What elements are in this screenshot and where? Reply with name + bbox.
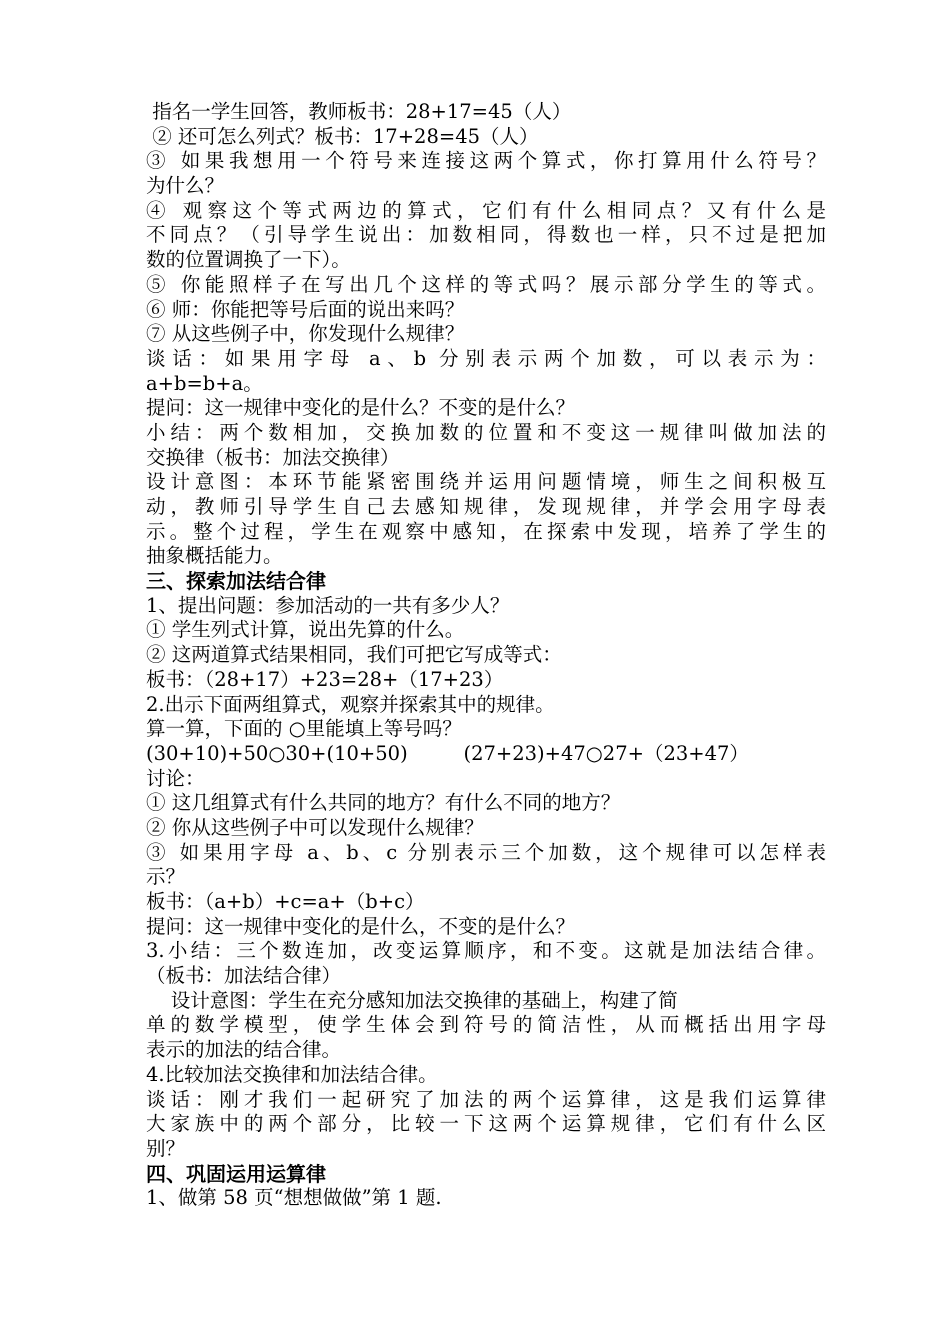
text-line: 讨论： <box>146 766 205 790</box>
text-line: 不同点？（引导学生说出：加数相同，得数也一样，只不过是把加 <box>146 223 826 247</box>
text-line: 4.比较加法交换律和加法结合律。 <box>146 1062 438 1086</box>
section-heading: 三、探索加法结合律 <box>146 569 326 594</box>
text-line: 动，教师引导学生自己去感知规律，发现规律，并学会用字母表 <box>146 495 826 518</box>
text-line: ③ 如果用字母 a、b、c 分别表示三个加数，这个规律可以怎样表 <box>146 840 826 864</box>
text-line: 板书：（28+17）+23=28+（17+23） <box>146 667 504 691</box>
text-line: 小结：两个数相加，交换加数的位置和不变这一规律叫做加法的 <box>146 420 826 444</box>
text-line: 别？ <box>146 1136 186 1160</box>
text-line: 2.出示下面两组算式，观察并探索其中的规律。 <box>146 692 555 716</box>
text-line: 为什么？ <box>146 174 225 198</box>
text-line: 指名一学生回答，教师板书：28+17=45（人） <box>146 100 572 123</box>
text-line: ③ 如果我想用一个符号来连接这两个算式，你打算用什么符号？ <box>146 149 826 173</box>
text-line: (30+10)+50○30+(10+50) (27+23)+47○27+（23+47） <box>146 741 749 765</box>
text-line: 板书：（a+b）+c=a+（b+c） <box>146 890 425 913</box>
text-line: ⑥ 师：你能把等号后面的说出来吗？ <box>146 297 465 321</box>
text-line: 大家族中的两个部分，比较一下这两个运算规律，它们有什么区 <box>146 1112 826 1136</box>
text-line: 示？ <box>146 865 186 889</box>
text-line: ① 这几组算式有什么共同的地方？有什么不同的地方？ <box>146 791 621 815</box>
text-line: ② 还可怎么列式？板书：17+28=45（人） <box>146 124 539 148</box>
text-line: 数的位置调换了一下）。 <box>146 248 351 272</box>
text-line: ⑤ 你能照样子在写出几个这样的等式吗？展示部分学生的等式。 <box>146 272 826 296</box>
text-line: 谈话：如果用字母 a、b 分别表示两个加数，可以表示为： <box>146 346 826 370</box>
document-page <box>146 100 826 1211</box>
text-line: 提问：这一规律中变化的是什么？不变的是什么？ <box>146 396 576 420</box>
text-line: ② 你从这些例子中可以发现什么规律？ <box>146 815 484 839</box>
text-line: 交换律（板书：加法交换律） <box>146 445 400 469</box>
text-line: 谈话：刚才我们一起研究了加法的两个运算律，这是我们运算律 <box>146 1087 826 1111</box>
text-line: 1、提出问题：参加活动的一共有多少人？ <box>146 593 510 617</box>
text-line: 1、做第 58 页“想想做做”第 1 题. <box>146 1186 442 1210</box>
text-line: ④ 观察这个等式两边的算式，它们有什么相同点？又有什么是 <box>146 198 826 222</box>
text-line: a+b=b+a。 <box>146 371 263 395</box>
text-line: ② 这两道算式结果相同，我们可把它写成等式： <box>146 643 562 667</box>
text-line: 单的数学模型，使学生体会到符号的简洁性，从而概括出用字母 <box>146 1013 826 1037</box>
text-line: 算一算，下面的 ○里能填上等号吗？ <box>146 717 462 741</box>
text-line: 设计意图：本环节能紧密围绕并运用问题情境，师生之间积极互 <box>146 470 826 494</box>
text-line: 表示的加法的结合律。 <box>146 1038 342 1062</box>
text-line: 抽象概括能力。 <box>146 544 283 568</box>
text-line: 设计意图：学生在充分感知加法交换律的基础上，构建了简 <box>146 988 678 1012</box>
text-line: 示。整个过程，学生在观察中感知，在探索中发现，培养了学生的 <box>146 519 826 543</box>
text-line: 提问：这一规律中变化的是什么，不变的是什么？ <box>146 914 576 938</box>
section-heading: 四、巩固运用运算律 <box>146 1161 326 1186</box>
text-line: （板书：加法结合律） <box>146 964 342 988</box>
text-line: 3.小结：三个数连加，改变运算顺序，和不变。这就是加法结合律。 <box>146 939 826 963</box>
text-line: ① 学生列式计算，说出先算的什么。 <box>146 618 465 642</box>
text-line: ⑦ 从这些例子中，你发现什么规律？ <box>146 322 465 346</box>
